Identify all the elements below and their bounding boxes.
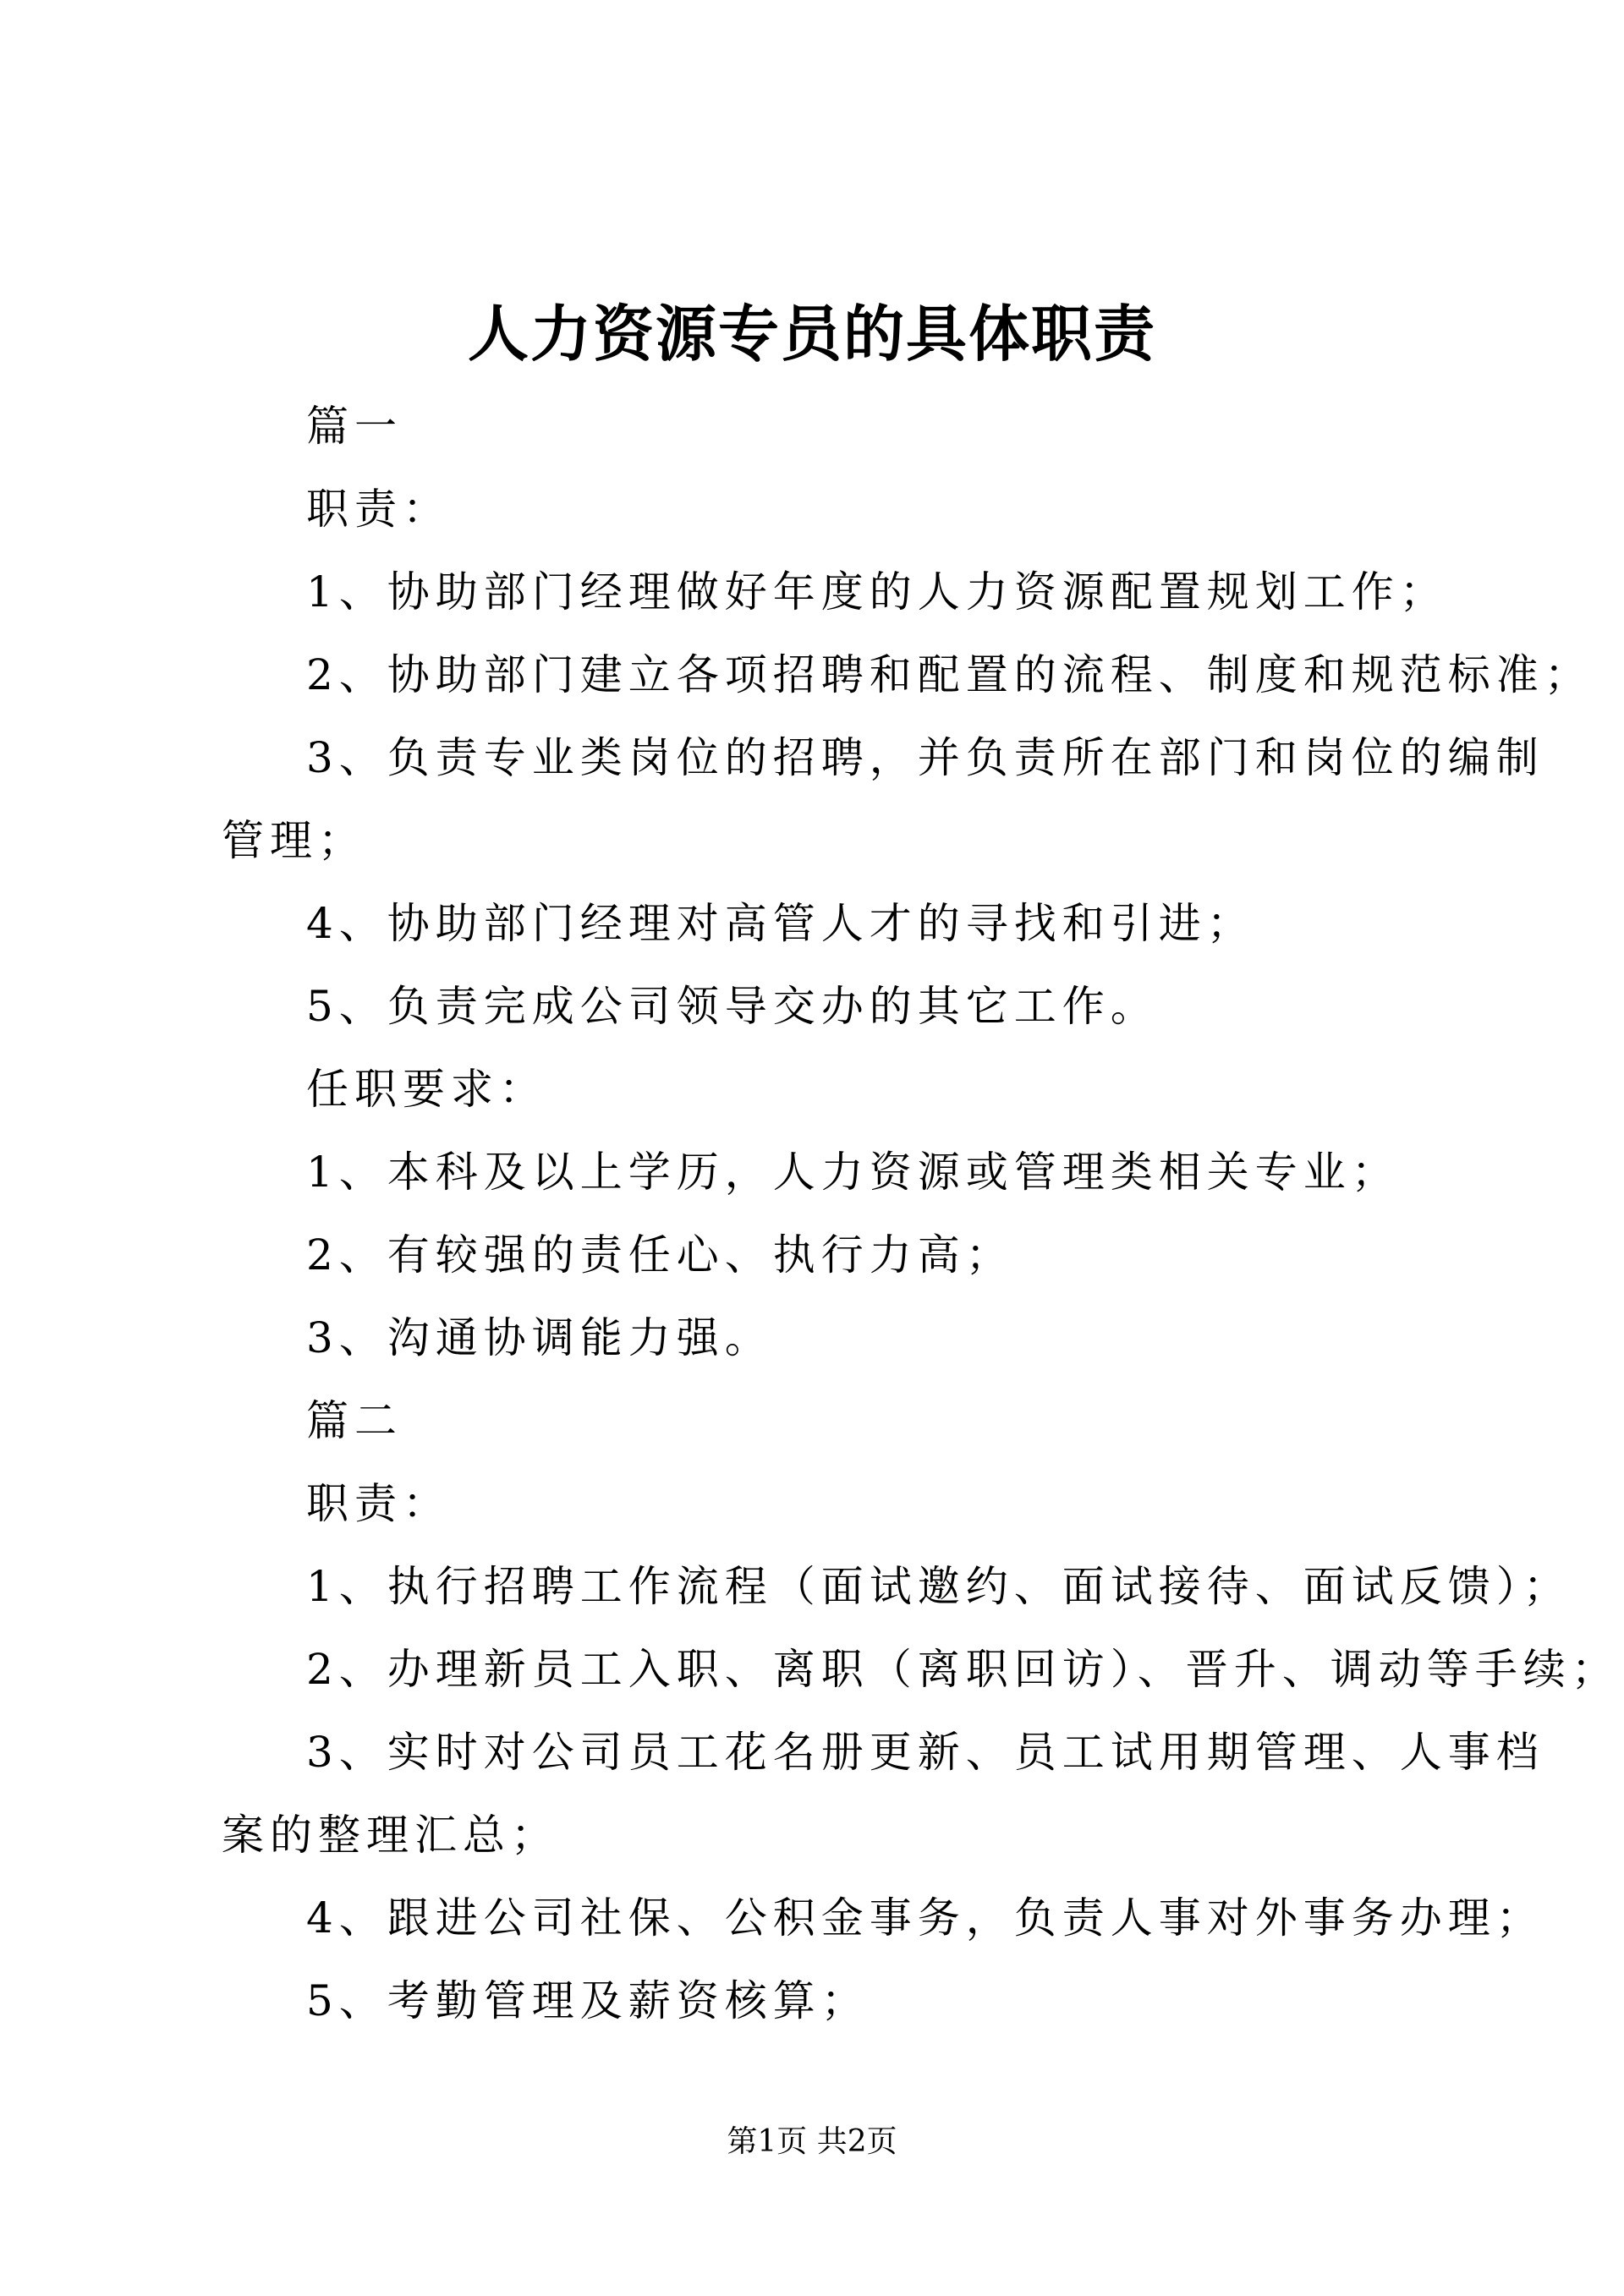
body-line: 1、本科及以上学历，人力资源或管理类相关专业； — [306, 1148, 1400, 1197]
body-line: 任职要求： — [306, 1065, 547, 1114]
body-line: 3、实时对公司员工花名册更新、员工试用期管理、人事档 — [306, 1728, 1544, 1777]
body-line: 2、协助部门建立各项招聘和配置的流程、制度和规范标准； — [306, 650, 1593, 699]
body-line: 5、考勤管理及薪资核算； — [306, 1976, 870, 2025]
body-line: 管理； — [222, 816, 366, 865]
body-line: 职责： — [306, 1479, 451, 1528]
body-line: 2、有较强的责任心、执行力高； — [306, 1230, 1014, 1280]
body-line: 1、执行招聘工作流程（面试邀约、面试接待、面试反馈）； — [306, 1562, 1572, 1611]
document-title: 人力资源专员的具体职责 — [467, 298, 1156, 370]
document-body — [222, 385, 1620, 2042]
body-line: 4、跟进公司社保、公积金事务，负责人事对外事务办理； — [306, 1893, 1544, 1943]
page-footer: 第1页 共2页 — [727, 2124, 897, 2159]
body-line: 篇二 — [306, 1396, 403, 1445]
body-line: 5、负责完成公司领导交办的其它工作。 — [306, 982, 1159, 1031]
body-line: 3、沟通协调能力强。 — [306, 1313, 773, 1362]
body-line: 职责： — [306, 485, 451, 534]
body-line: 3、负责专业类岗位的招聘，并负责所在部门和岗位的编制 — [306, 733, 1544, 782]
body-line: 4、协助部门经理对高管人才的寻找和引进； — [306, 899, 1255, 948]
body-line: 篇一 — [306, 402, 403, 451]
body-line: 2、办理新员工入职、离职（离职回访）、晋升、调动等手续； — [306, 1645, 1620, 1694]
body-line: 1、协助部门经理做好年度的人力资源配置规划工作； — [306, 567, 1448, 616]
body-line: 案的整理汇总； — [222, 1811, 559, 1860]
